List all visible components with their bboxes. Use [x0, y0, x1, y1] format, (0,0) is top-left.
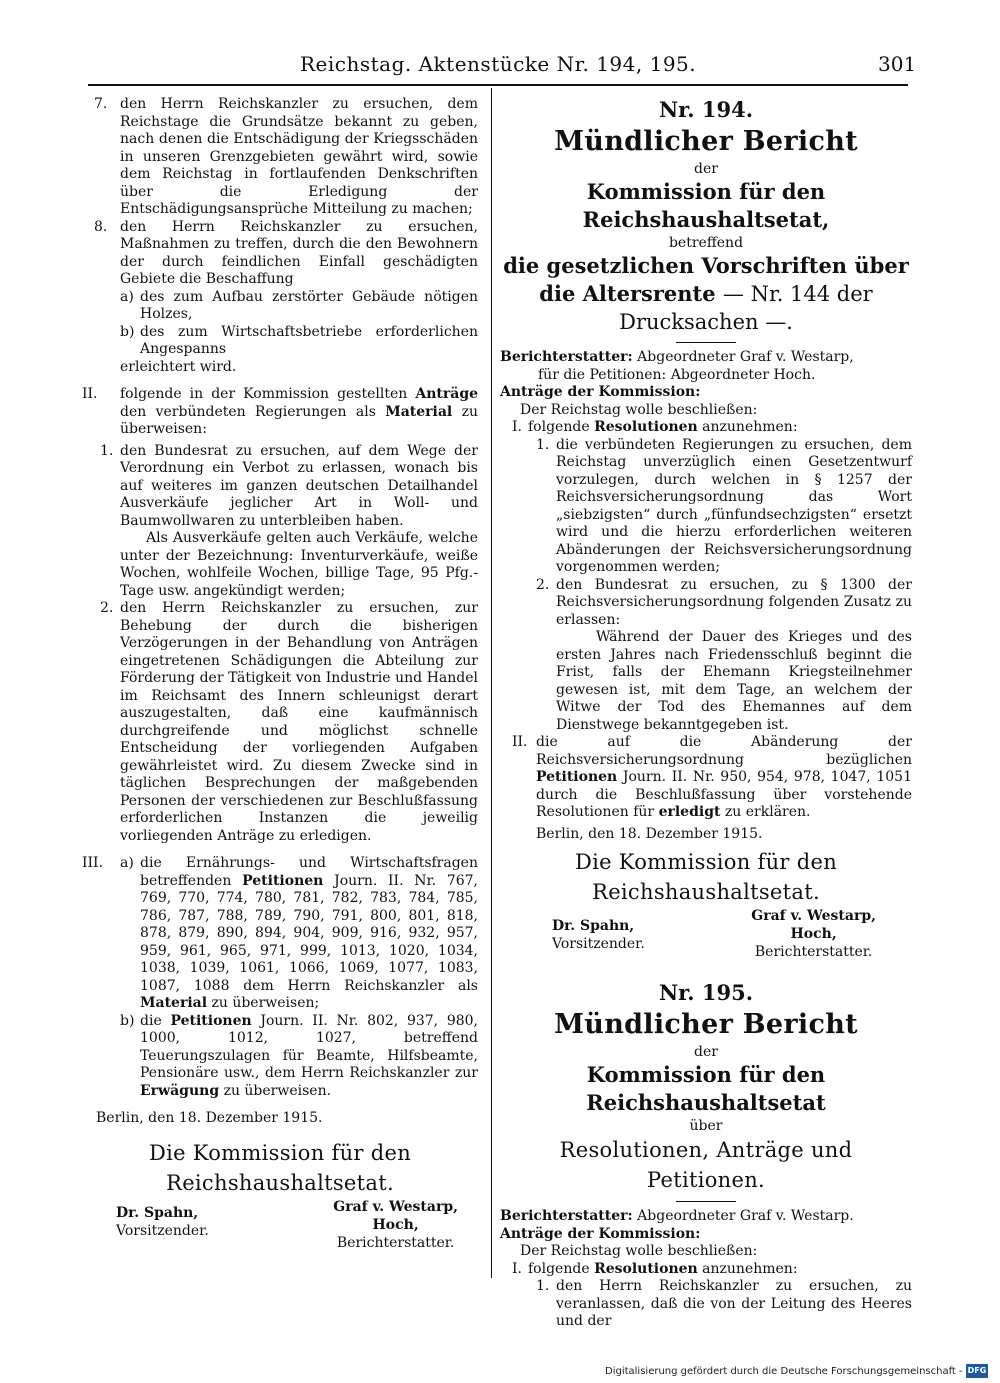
item-number: I.: [512, 1260, 522, 1277]
right-column: [500, 96, 912, 1331]
page-header: [0, 52, 1000, 78]
section-heading: Anträge der Kommission:: [500, 384, 701, 400]
item-text: den Herrn Reichskanzler zu ersuchen, zu veranlassen, daß die von der Leitung des Heeres und der: [556, 1278, 912, 1329]
paragraph: Während der Dauer des Krieges und des ersten Jahres nach Friedensschluß beginnt die Frist, falls der Ehemann Kriegsteilnehmer gewesen ist, mit dem Tage, an welchem der Witwe der Tod des Ehemannes auf dem Dienstwege bekanntgegeben ist.: [556, 629, 912, 733]
header-rule: [88, 84, 908, 86]
signer-name: Hoch,: [372, 1216, 419, 1233]
connector-text: der: [694, 1044, 718, 1060]
separator-rule: [676, 1201, 736, 1202]
list-item: [500, 1261, 912, 1279]
list-item: [82, 386, 478, 439]
item-text: folgende in der Kommission gestellten Anträge den verbündeten Regierungen als Material zu überweisen:: [120, 386, 479, 437]
item-text: den Herrn Reichskanzler zu ersuchen, zur Behebung der durch die bisherigen Verzögerungen in der Behandlung von Anträgen eingetretenen Schädigungen die Abteilung zur Förderung der Tätigkeit von Industrie und Handel im Reichsamt des Innern schleunigst derart auszugestalten, daß eine kaufmännisch durchgreifende und möglichst schnelle Entscheidung der vorliegenden Aufgaben gewährleistet wird. Zu diesem Zwecke sind in täglichen Besprechungen der maßgebenden Personen der verschiedenen zur Beschlußfassung erforderlichen Instanzen die jeweilig vorliegenden Anträge zu erledigen.: [120, 600, 478, 844]
signer-name: Graf v. Westarp,: [333, 1198, 458, 1215]
item-text: die verbündeten Regierungen zu ersuchen, dem Reichstag unverzüglich einen Gesetzentwurf vorzulegen, durch welchen in § 1257 der Reichsversicherungsordnung das Wort „siebzigsten“ durch „fünfundsechzigsten“ ersetzt wird und die hierzu erforderlichen weiteren Abänderungen der Reichsversicherungsordnung vorgenommen werden;: [556, 436, 912, 575]
report-title: Mündlicher Bericht: [554, 1009, 858, 1040]
list-subitem: [500, 1278, 912, 1331]
signer-name: Hoch,: [790, 926, 837, 942]
signer-name: Graf v. Westarp,: [751, 908, 876, 924]
date-line: Berlin, den 18. Dezember 1915.: [96, 1110, 323, 1126]
signer-role: Vorsitzender.: [552, 936, 645, 952]
item-text: den Herrn Reichskanzler zu ersuchen, Maßnahmen zu treffen, durch die den Bewohnern der durch feindlichen Einfall geschädigten Gebiete die Beschaffung: [120, 218, 478, 287]
commission-signature-title: Die Kommission für den Reichshaushaltsetat.: [574, 850, 838, 904]
item-number: 2.: [100, 600, 114, 616]
separator-rule: [676, 342, 736, 343]
signer-name: Dr. Spahn,: [552, 918, 635, 934]
rapporteur-line: Berichterstatter: Abgeordneter Graf v. Westarp.: [500, 1208, 854, 1224]
digitization-note: Digitalisierung gefördert durch die Deutsche Forschungsgemeinschaft -: [605, 1366, 963, 1377]
dfg-logo: DFG: [966, 1364, 988, 1378]
item-number: 7.: [94, 96, 108, 112]
item-number: a): [120, 855, 134, 871]
list-subitem: [82, 443, 478, 531]
item-text: die auf die Abänderung der Reichsversicherungsordnung bezüglichen Petitionen Journ. II. Nr. 950, 954, 978, 1047, 1051 durch die Beschlußfassung über vorstehende Resolutionen für erledigt zu erklären.: [536, 734, 912, 820]
commission-title: Kommission für den Reichshaushaltsetat,: [582, 179, 830, 232]
signer-name: Dr. Spahn,: [116, 1204, 199, 1221]
item-text: des zum Wirtschaftsbetriebe erforderlichen Angespanns: [140, 323, 478, 357]
list-subitem: [82, 324, 478, 359]
running-title: Reichstag. Aktenstücke Nr. 194, 195.: [300, 52, 697, 76]
item-number: I.: [512, 419, 522, 435]
item-text: die Ernährungs- und Wirtschaftsfragen betreffenden Petitionen Journ. II. Nr. 767, 769, 770, 774, 780, 781, 782, 783, 784, 785, 786, 787, 788, 789, 790, 791, 800, 801, 818, 878, 879, 890, 894, 904, 909, 916, 932, 957, 959, 961, 965, 971, 999, 1013, 1020, 1034, 1038, 1039, 1061, 1066, 1069, 1077, 1083, 1087, 1088 dem Herrn Reichskanzler als Material zu überweisen;: [140, 855, 479, 1011]
item-number: II.: [82, 386, 98, 402]
item-number: 1.: [536, 1278, 550, 1294]
item-number: a): [120, 288, 134, 305]
report-subject: die gesetzlichen Vorschriften über die Altersrente — Nr. 144 der Drucksachen —.: [503, 253, 909, 334]
commission-title: Kommission für den Reichshaushaltsetat: [586, 1062, 826, 1115]
document-number: Nr. 194.: [658, 97, 754, 122]
item-text: den Herrn Reichskanzler zu ersuchen, dem Reichstage die Grundsätze bekannt zu geben, nach denen die Entschädigung der Kriegsschäden in unseren Grenzgebieten gewährt wird, sowie dem Reichstag in fortlaufenden Denkschriften über die Erledigung der Entschädigungsansprüche Mitteilung zu machen;: [120, 96, 478, 217]
signer-role: Berichterstatter.: [754, 944, 873, 960]
item-number: b): [120, 1012, 135, 1029]
item-number: 1.: [100, 442, 114, 459]
item-number: b): [120, 323, 135, 340]
commission-signature-title: Die Kommission für den Reichshaushaltsetat.: [148, 1140, 412, 1195]
list-item: [500, 419, 912, 437]
list-item: [500, 734, 912, 822]
document-number: Nr. 195.: [658, 980, 754, 1005]
list-item: [82, 855, 478, 1100]
list-subitem: [500, 437, 912, 577]
resolution-intro: Der Reichstag wolle beschließen:: [520, 401, 758, 418]
rapporteur-line: Berichterstatter: Abgeordneter Graf v. Westarp,: [500, 349, 854, 365]
signer-role: Berichterstatter.: [336, 1234, 455, 1251]
item-text: folgende Resolutionen anzunehmen:: [528, 1260, 798, 1277]
item-text: den Bundesrat zu ersuchen, zu § 1300 der Reichsversicherungsordnung folgenden Zusatz zu erlassen:: [556, 576, 912, 628]
signer-role: Vorsitzender.: [116, 1222, 209, 1239]
item-number: 2.: [536, 576, 550, 593]
item-number: III.: [82, 855, 104, 871]
list-subitem: [120, 855, 478, 1013]
connector-text: der: [694, 161, 718, 177]
signature-block: [82, 1198, 478, 1254]
item-number: 1.: [536, 436, 550, 453]
left-column: [82, 96, 478, 1254]
item-text: die Petitionen Journ. II. Nr. 802, 937, 980, 1000, 1012, 1027, betreffend Teuerungszulagen für Beamte, Hilfsbeamte, Pensionäre usw., dem Herrn Reichskanzler zur Erwägung zu überweisen.: [140, 1012, 478, 1099]
report-subject: Resolutionen, Anträge und Petitionen.: [559, 1138, 853, 1192]
report-title: Mündlicher Bericht: [554, 126, 858, 157]
resolution-intro: Der Reichstag wolle beschließen:: [520, 1243, 758, 1259]
page-number: 301: [878, 52, 917, 76]
item-text: folgende Resolutionen anzunehmen:: [528, 419, 798, 435]
list-item: [82, 96, 478, 219]
rapporteur-line: für die Petitionen: Abgeordneter Hoch.: [538, 366, 816, 383]
section-heading: Anträge der Kommission:: [500, 1225, 701, 1242]
list-subitem: [82, 600, 478, 845]
list-subitem: [500, 577, 912, 630]
list-subitem: [82, 289, 478, 324]
item-number: II.: [512, 734, 528, 750]
list-item: [82, 219, 478, 289]
connector-text: über: [689, 1118, 723, 1134]
item-number: 8.: [94, 218, 108, 235]
date-line: Berlin, den 18. Dezember 1915.: [536, 825, 763, 842]
paragraph: Als Ausverkäufe gelten auch Verkäufe, welche unter der Bezeichnung: Inventurverkäufe, weiße Wochen, wohlfeile Wochen, billige Tage, 95 Pfg.-Tage usw. angekündigt werden;: [120, 530, 478, 599]
item-text: des zum Aufbau zerstörter Gebäude nötigen Holzes,: [140, 288, 478, 322]
list-subitem: [120, 1013, 478, 1101]
connector-text: betreffend: [668, 235, 744, 251]
item-text: den Bundesrat zu ersuchen, auf dem Wege der Verordnung ein Verbot zu erlassen, wonach bis auf weiteres im ganzen deutschen Detailhandel Ausverkäufe jeglicher Art in Woll- und Baumwollwaren zu unterbleiben haben.: [120, 442, 478, 529]
item-text: erleichtert wird.: [120, 358, 237, 375]
signature-block: [500, 907, 912, 969]
column-divider: [491, 88, 492, 1278]
